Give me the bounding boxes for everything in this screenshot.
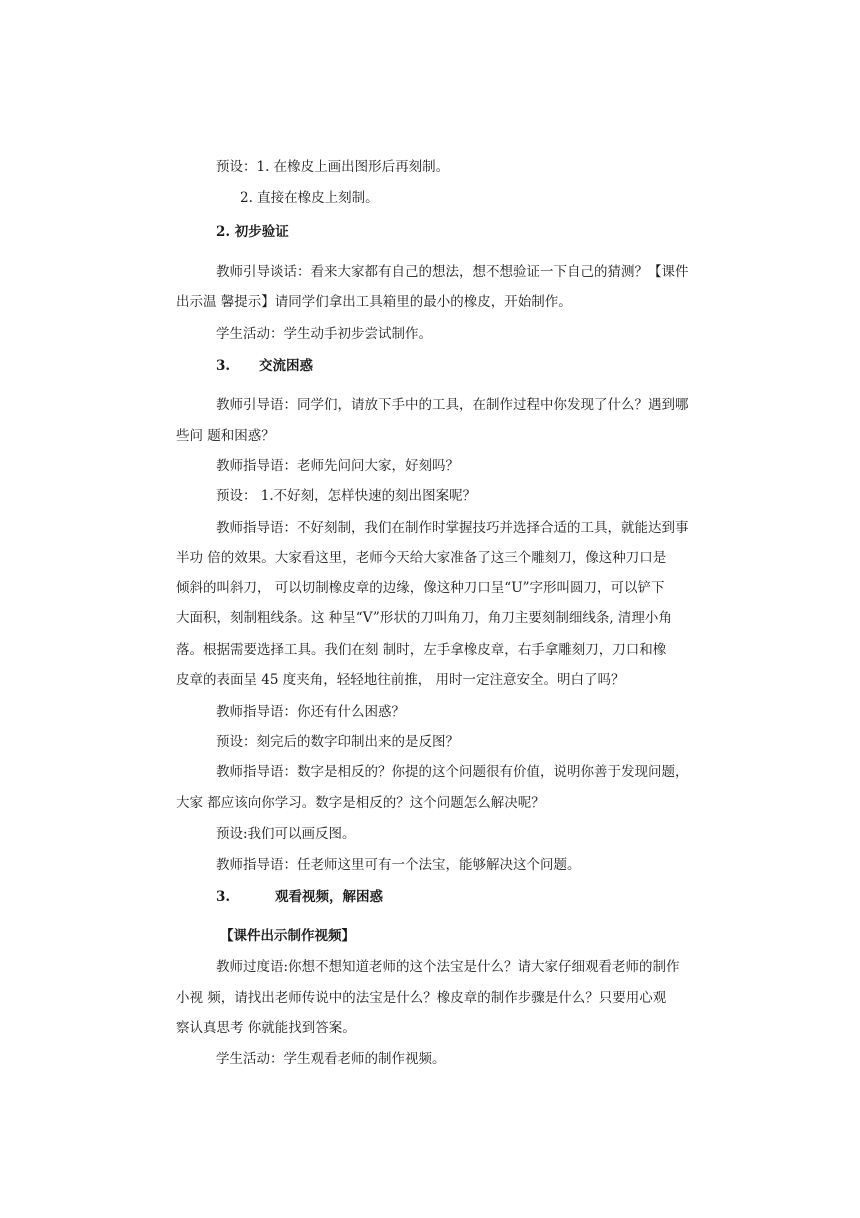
section-heading-video: 观看视频，解困惑 bbox=[275, 889, 383, 905]
paragraph-line: 教师引导语：同学们，请放下手中的工具，在制作过程中你发现了什么？遇到哪 bbox=[216, 397, 689, 413]
paragraph-line: 学生活动：学生观看老师的制作视频。 bbox=[216, 1051, 446, 1067]
paragraph-line: 皮章的表面呈 45 度夹角，轻轻地往前推， 用时一定注意安全。明白了吗？ bbox=[176, 672, 625, 688]
paragraph-line: 预设： 1.不好刻，怎样快速的刻出图案呢？ bbox=[216, 488, 477, 504]
paragraph-line: 教师指导语：任老师这里可有一个法宝，能够解决这个问题。 bbox=[216, 857, 581, 873]
paragraph-line: 大家 都应该向你学习。数字是相反的？这个问题怎么解决呢？ bbox=[176, 795, 545, 811]
paragraph-line: 小视 频，请找出老师传说中的法宝是什么？橡皮章的制作步骤是什么？只要用心观 bbox=[176, 990, 667, 1006]
paragraph-line: 落。根据需要选择工具。我们在刻 制时，左手拿橡皮章，右手拿雕刻刀，刀口和橡 bbox=[176, 642, 667, 658]
section-heading-confusion: 交流困惑 bbox=[259, 358, 313, 374]
paragraph-line: 预设:我们可以画反图。 bbox=[216, 826, 356, 842]
paragraph-line: 教师指导语：老师先问问大家，好刻吗？ bbox=[216, 458, 459, 474]
section-number: 3. bbox=[216, 358, 231, 374]
paragraph-line: 大面积，刻制粗线条。这 种呈“V”形状的刀叫角刀，角刀主要刻制细线条, 清理小角 bbox=[176, 610, 672, 626]
paragraph-line: 预设：刻完后的数字印制出来的是反图？ bbox=[216, 734, 459, 750]
paragraph-line: 出示温 馨提示】请同学们拿出工具箱里的最小的橡皮，开始制作。 bbox=[176, 294, 572, 310]
paragraph-line: 半功 倍的效果。大家看这里，老师今天给大家准备了这三个雕刻刀，像这种刀口是 bbox=[176, 550, 667, 566]
section-number: 3. bbox=[216, 889, 231, 905]
paragraph-line: 倾斜的叫斜刀， 可以切制橡皮章的边缘，像这种刀口呈“U”字形叫圆刀，可以铲下 bbox=[176, 580, 665, 596]
preset-line-2: 2. 直接在橡皮上刻制。 bbox=[240, 190, 379, 206]
section-heading-verify: 2. 初步验证 bbox=[216, 224, 289, 240]
paragraph-line: 教师指导语：数字是相反的？你提的这个问题很有价值，说明你善于发现问题， bbox=[216, 764, 689, 780]
preset-line-1: 预设：1. 在橡皮上画出图形后再刻制。 bbox=[216, 159, 450, 175]
paragraph-line: 学生活动：学生动手初步尝试制作。 bbox=[216, 326, 432, 342]
paragraph-line: 教师引导谈话：看来大家都有自己的想法，想不想验证一下自己的猜测？【课件 bbox=[216, 264, 689, 280]
paragraph-line: 教师指导语：你还有什么困惑？ bbox=[216, 704, 405, 720]
paragraph-line: 些问 题和困惑？ bbox=[176, 428, 275, 444]
paragraph-line: 教师指导语：不好刻制，我们在制作时掌握技巧并选择合适的工具，就能达到事 bbox=[216, 520, 689, 536]
courseware-note: 【课件出示制作视频】 bbox=[220, 928, 355, 944]
paragraph-line: 教师过度语:你想不想知道老师的这个法宝是什么？请大家仔细观看老师的制作 bbox=[216, 959, 680, 975]
paragraph-line: 察认真思考 你就能找到答案。 bbox=[176, 1020, 356, 1036]
